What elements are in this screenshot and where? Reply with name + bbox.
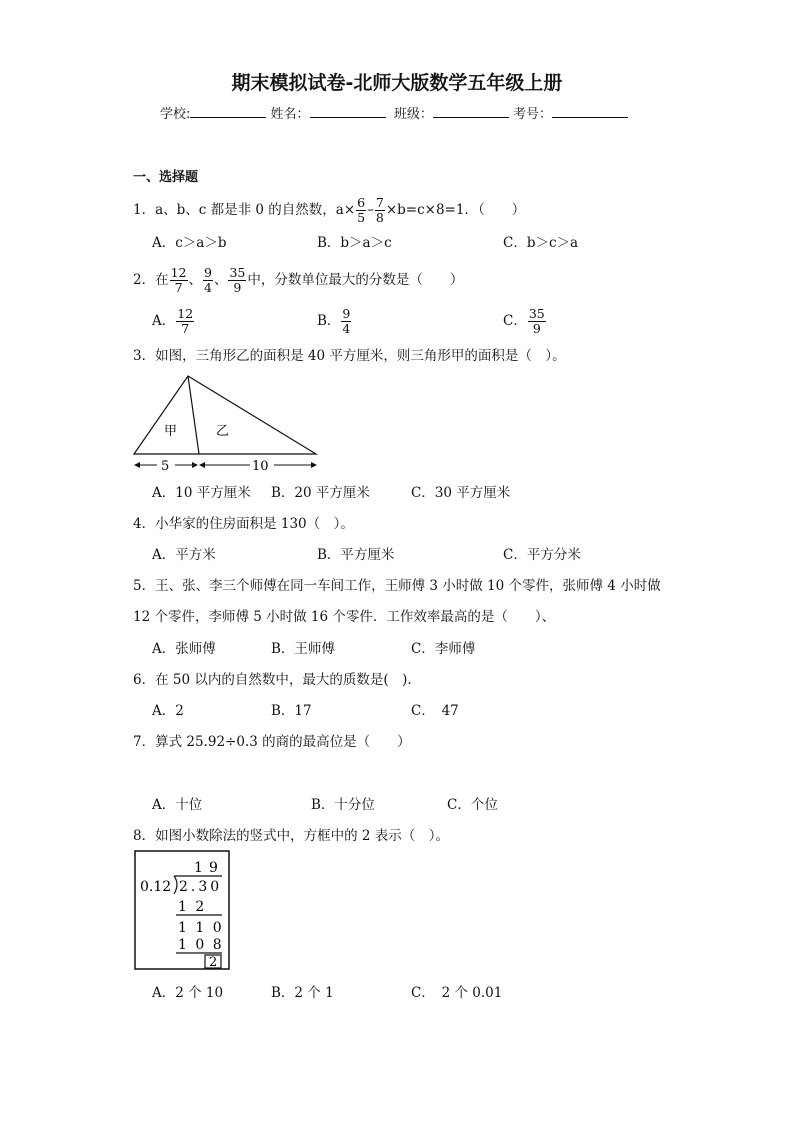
q1-text-pre: 1．a、b、c 都是非 0 的自然数，a× — [133, 202, 356, 218]
outer-triangle — [134, 376, 316, 454]
quotient-digit-2: 9 — [209, 860, 218, 876]
name-label: 姓名： — [270, 107, 310, 122]
q8-option-b[interactable]: B．2 个 1 — [271, 985, 334, 1001]
dividing-line — [188, 376, 199, 454]
question-3: 3．如图，三角形乙的面积是 40 平方厘米，则三角形甲的面积是（ ）。 — [133, 348, 566, 364]
q5-option-c[interactable]: C．李师傅 — [411, 641, 476, 657]
q2-option-a[interactable]: A． $\frac{12}{7}$ — [152, 306, 194, 336]
q3-option-b[interactable]: B．20 平方厘米 — [271, 485, 370, 501]
q3-option-c[interactable]: C．30 平方厘米 — [411, 485, 511, 501]
division-bracket — [174, 876, 177, 894]
q2-fraction-3: $\frac{35}{9}$ — [229, 265, 246, 295]
q1-fraction-1: $\frac{6}{5}$ — [357, 195, 366, 225]
long-division-figure — [134, 850, 230, 970]
q2-fraction-1: $\frac{12}{7}$ — [170, 265, 187, 295]
remainder-digit: 2 — [209, 955, 218, 970]
q2-separator-1: 、 — [188, 272, 202, 288]
q1-fraction-2: $\frac{7}{8}$ — [375, 195, 384, 225]
q2-text-post: 中，分数单位最大的分数是（ ） — [247, 272, 464, 288]
q1-option-c[interactable]: C．b＞c＞a — [503, 235, 579, 251]
step-row-1: 1 2 — [178, 899, 207, 915]
section-heading: 一、选择题 — [133, 170, 199, 185]
number-blank[interactable] — [552, 105, 628, 118]
school-blank[interactable] — [190, 105, 266, 118]
question-5-line-2: 12 个零件，李师傅 5 小时做 16 个零件．工作效率最高的是（ ）、 — [133, 609, 556, 625]
page-title: 期末模拟试卷-北师大版数学五年级上册 — [231, 72, 563, 94]
q7-option-b[interactable]: B．十分位 — [311, 797, 375, 813]
q4-option-a[interactable]: A．平方米 — [152, 547, 216, 563]
question-1: 1．a、b、c 都是非 0 的自然数，a× $\frac{6}{5}$ – $\frac{7}{8}$ ×b=c×8=1．（ ） — [133, 195, 526, 225]
q6-option-c[interactable]: C． 47 — [411, 703, 459, 719]
question-8: 8．如图小数除法的竖式中，方框中的 2 表示（ ）。 — [133, 828, 450, 844]
q1-option-a[interactable]: A．c＞a＞b — [152, 235, 227, 251]
arrow-left-end — [192, 462, 198, 468]
q1-option-b[interactable]: B．b＞a＞c — [317, 235, 392, 251]
length-right: 10 — [252, 459, 269, 474]
student-info-line — [160, 103, 628, 122]
arrow-right-start — [199, 462, 205, 468]
q4-option-c[interactable]: C．平方分米 — [503, 547, 581, 563]
q2-fraction-2: $\frac{9}{4}$ — [204, 265, 212, 295]
question-7: 7．算式 25.92÷0.3 的商的最高位是（ ） — [133, 734, 411, 750]
q2-text-pre: 2．在 — [133, 272, 169, 288]
q8-option-c[interactable]: C． 2 个 0.01 — [411, 985, 503, 1001]
label-yi: 乙 — [216, 424, 230, 439]
question-6: 6．在 50 以内的自然数中，最大的质数是( ). — [133, 672, 412, 688]
question-4: 4．小华家的住房面积是 130（ ）。 — [133, 516, 354, 532]
q6-option-b[interactable]: B．17 — [271, 703, 312, 719]
question-5-line-1: 5．王、张、李三个师傅在同一车间工作，王师傅 3 小时做 10 个零件，张师傅 4 小时做 — [133, 578, 661, 594]
q5-option-b[interactable]: B．王师傅 — [271, 641, 335, 657]
divisor: 0.12 — [140, 879, 172, 895]
q6-option-a[interactable]: A．2 — [152, 703, 184, 719]
quotient-digit-1: 1 — [194, 860, 203, 876]
q8-option-a[interactable]: A．2 个 10 — [152, 985, 224, 1001]
number-label: 考号： — [512, 107, 552, 122]
q2-separator-2: 、 — [213, 272, 228, 288]
step-row-2: 1 1 0 — [178, 920, 224, 936]
q2-option-b[interactable]: B． $\frac{9}{4}$ — [317, 306, 351, 336]
q1-text-post: ×b=c×8=1．（ ） — [385, 202, 526, 218]
class-blank[interactable] — [433, 105, 509, 118]
name-blank[interactable] — [310, 105, 386, 118]
school-label: 学校: — [160, 107, 191, 122]
label-jia: 甲 — [164, 424, 178, 439]
question-2 — [133, 266, 463, 295]
q4-option-b[interactable]: B．平方厘米 — [317, 547, 395, 563]
q7-option-c[interactable]: C．个位 — [447, 797, 498, 813]
q5-option-a[interactable]: A．张师傅 — [152, 641, 216, 657]
triangle-figure — [130, 370, 325, 474]
class-label: 班级： — [393, 107, 433, 122]
arrow-left-start — [134, 462, 140, 468]
q3-option-a[interactable]: A．10 平方厘米 — [152, 485, 251, 501]
dividend: 2.30 — [179, 879, 223, 895]
q2-option-c[interactable]: C． $\frac{35}{9}$ — [503, 306, 545, 336]
q7-option-a[interactable]: A．十位 — [152, 797, 203, 813]
step-row-3: 1 0 8 — [178, 937, 224, 953]
length-left: 5 — [161, 459, 170, 474]
arrow-right-end — [311, 462, 317, 468]
